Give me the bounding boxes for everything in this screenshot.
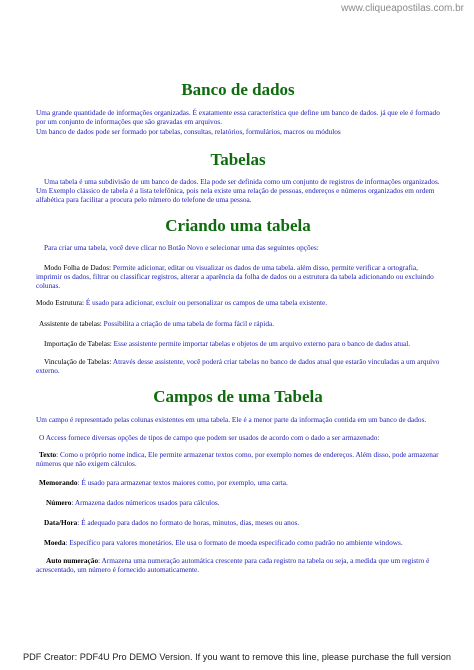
paragraph-campos-tipos: O Access fornece diversas opções de tipos de campo que podem ser usados de acordo com o dado a ser armazenado:: [39, 433, 380, 442]
paragraph-tabelas-def: Uma tabela é uma subdivisão de um banco de dados. Ela pode ser definida como um conjunto de registros de informações organizados. Um Exemplo clássico de tabela é a lista telefônica, pois nela existe uma relação de pessoas, endereços e números organizados em ordem alfabética para facilitar a procura pelo número do telefone de uma pessoa.: [36, 177, 440, 204]
field-type-texto-label: Texto: [39, 450, 57, 459]
paragraph-campos-def: Um campo é representado pelas colunas existentes em uma tabela. Ele é a menor parte da informação contida em um banco de dados.: [36, 415, 427, 424]
field-type-texto-text: : Como o próprio nome indica, Ele permite armazenar textos como, por exemplo nomes de endereços. Além disso, pode armazenar números que não exigem cálculos.: [36, 450, 439, 468]
option-importacao-label: Importação de Tabelas:: [44, 339, 112, 348]
option-estrutura: [36, 299, 440, 308]
paragraph-banco-composicao: Um banco de dados pode ser formado por tabelas, consultas, relatórios, formulários, macros ou módulos: [36, 127, 341, 136]
option-folha-de-dados: [36, 264, 440, 291]
field-type-moeda-text: : Específico para valores monetários. Ele usa o formato de moeda especificado como padrão no ambiente windows.: [65, 538, 403, 547]
heading-banco-de-dados: Banco de dados: [181, 80, 295, 99]
field-type-auto-label: Auto numeração: [46, 556, 99, 565]
option-vinculacao-label: Vinculação de Tabelas:: [44, 357, 112, 366]
option-estrutura-text: É usado para adicionar, excluir ou personalizar os campos de uma tabela existente.: [85, 298, 328, 307]
heading-campos-tabela: Campos de uma Tabela: [153, 387, 323, 406]
field-type-data-label: Data/Hora: [44, 518, 78, 527]
option-assistente-label: Assistente de tabelas:: [39, 319, 102, 328]
field-type-numero: [36, 499, 440, 508]
field-type-memorando: [36, 479, 440, 488]
heading-criando-tabela: Criando uma tabela: [165, 216, 311, 235]
field-type-data-hora: [36, 519, 440, 528]
heading-tabelas: Tabelas: [210, 150, 266, 169]
option-vinculacao: [36, 358, 440, 376]
field-type-numero-text: : Armazena dados númericos usados para cálculos.: [71, 498, 220, 507]
option-estrutura-label: Modo Estrutura:: [36, 298, 85, 307]
paragraph-banco-def: Uma grande quantidade de informações organizadas. É exatamente essa característica que define um banco de dados. já que ele é formado por um conjunto de informações que são gravadas em arquivos.: [36, 108, 440, 126]
field-type-memorando-text: : É usado para armazenar textos maiores como, por exemplo, uma carta.: [77, 478, 288, 487]
pdf-creator-footer: PDF Creator: PDF4U Pro DEMO Version. If you want to remove this line, please purchase the full version: [23, 652, 451, 662]
watermark-url: www.cliqueapostilas.com.br: [341, 3, 464, 14]
option-assistente-text: Possibilita a criação de uma tabela de forma fácil e rápida.: [103, 319, 275, 328]
paragraph-criando-intro: Para criar uma tabela, você deve clicar no Botão Novo e selecionar uma das seguintes opções:: [44, 243, 319, 252]
field-type-auto-numeracao: [36, 557, 440, 575]
field-type-moeda: [36, 539, 440, 548]
field-type-data-text: : É adequado para dados no formato de horas, minutos, dias, meses ou anos.: [77, 518, 300, 527]
option-folha-label: Modo Folha de Dados:: [44, 263, 112, 272]
option-importacao-text: Esse assistente permite importar tabelas e objetos de um arquivo externo para o banco de dados atual.: [113, 339, 411, 348]
option-importacao: [36, 340, 440, 349]
option-vinculacao-text: Através desse assistente, você poderá criar tabelas no banco de dados atual que estarão vinculadas a um arquivo externo.: [36, 357, 440, 375]
option-folha-text: Permite adicionar, editar ou visualizar os dados de uma tabela. além disso, permite verificar a ortografia, imprimir os dados, filtrar ou classificar registros, alterar a aparência da folha de dados ou a estrutura da tabela adicionando ou excluindo colunas.: [36, 263, 434, 290]
field-type-memorando-label: Memorando: [39, 478, 78, 487]
option-assistente: [36, 320, 440, 329]
field-type-numero-label: Número: [46, 498, 72, 507]
field-type-auto-text: : Armazena uma numeração automática crescente para cada registro na tabela ou seja, a medida que um registro é acrescentado, um número é fornecido automaticamente.: [36, 556, 430, 574]
field-type-moeda-label: Moeda: [44, 538, 66, 547]
field-type-texto: [36, 451, 440, 469]
